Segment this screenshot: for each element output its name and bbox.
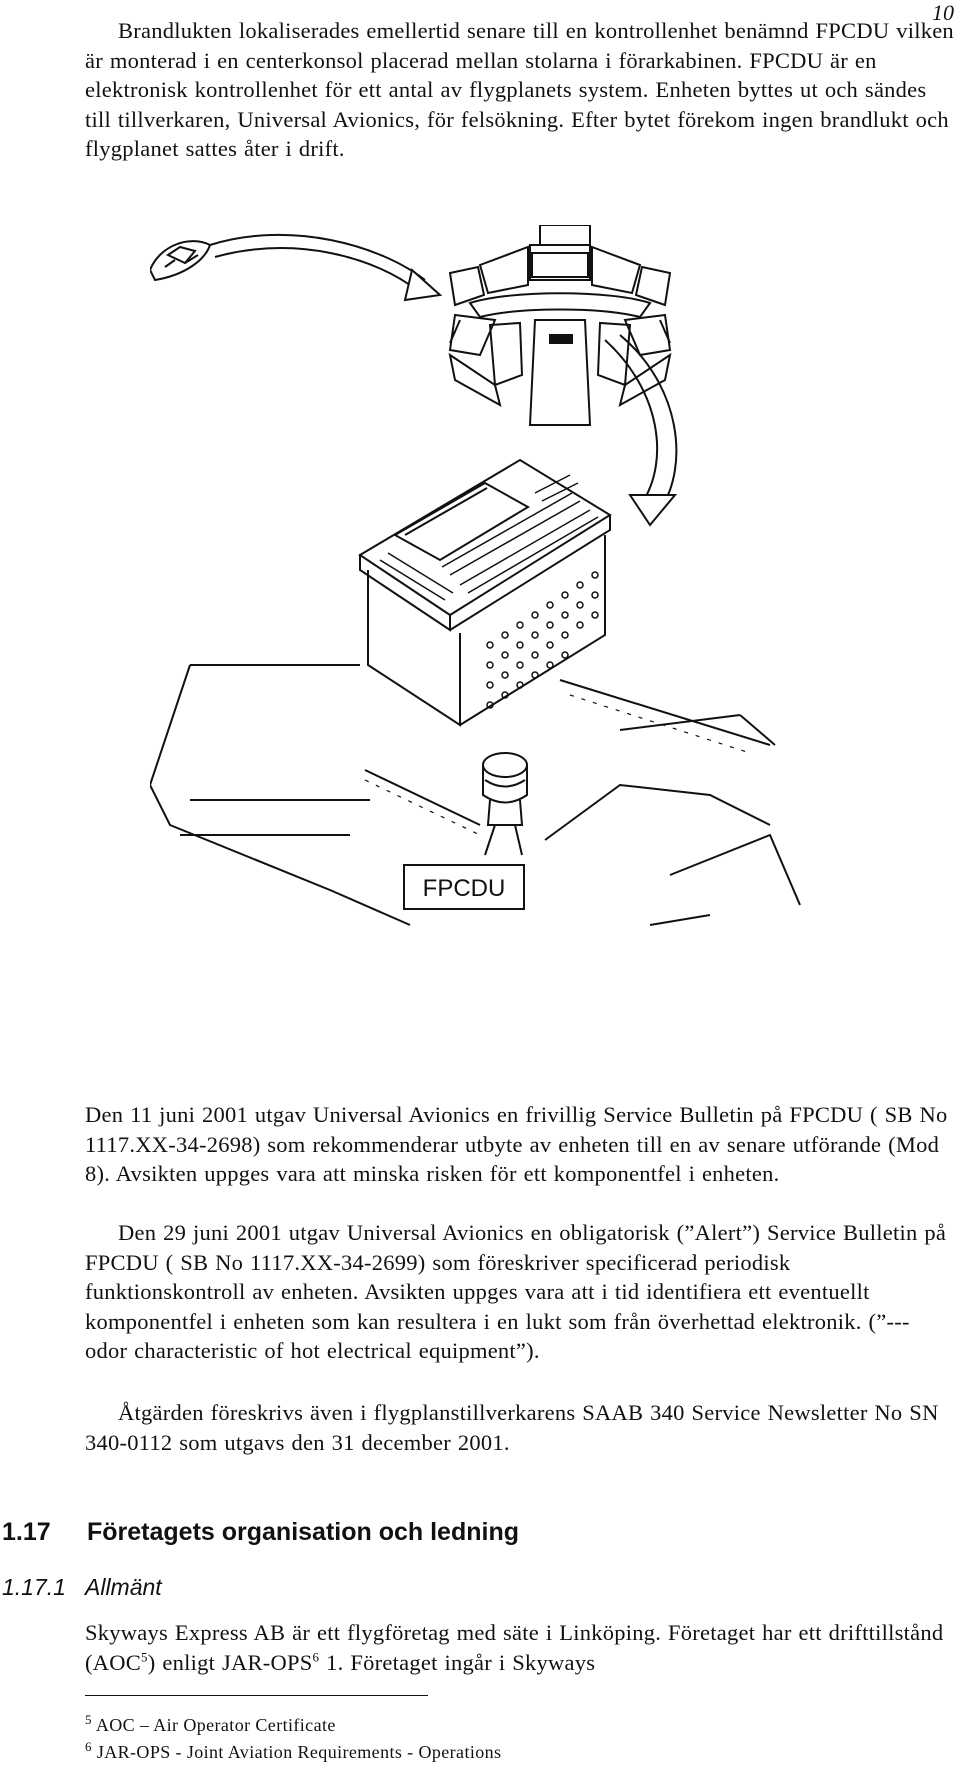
cockpit-overview [450,225,670,425]
footnote-6 [85,1741,501,1763]
footnote-ref-6[interactable]: 6 [312,1649,320,1664]
fpcdu-unit-illustration [360,460,610,725]
paragraph-fire-smell: Brandlukten lokaliserades emellertid senare till en kontrollenhet benämnd FPCDU vilken är monterad i en centerkonsol placerad mellan stolarna i förarkabinen. FPCDU är en elektronisk kontrollenhet för ett antal av flygplanets system. Enheten byttes ut och sändes till tillverkaren, Universal Avionics, för felsökning. Efter bytet förekom ingen brandlukt och flygplanet sattes åter i drift. [85,18,954,161]
section-heading [2,1518,519,1547]
footnote-text: AOC – Air Operator Certificate [95,1715,336,1735]
page-number: 10 [932,0,954,25]
footnote-divider [85,1695,428,1696]
paragraph-company-intro [85,1618,955,1677]
subsection-title: Allmänt [85,1574,162,1600]
paragraph-saab-newsletter: Åtgärden föreskrivs även i flygplanstillverkarens SAAB 340 Service Newsletter No SN 340-0112 som utgavs den 31 december 2001. [85,1400,939,1455]
aircraft-nose-icon [150,241,210,280]
text-run: 1. Företaget ingår i Skyways [319,1649,596,1675]
curved-arrow-right [605,335,676,525]
footnote-ref-5[interactable]: 5 [141,1649,148,1664]
fpcdu-location-figure [150,225,830,1030]
curved-arrow-top [210,235,440,300]
section-title: Företagets organisation och ledning [87,1518,519,1546]
text-run: ) enligt JAR-OPS [147,1649,313,1675]
subsection-heading [2,1574,162,1601]
footnote-mark: 6 [85,1739,92,1754]
footnote-5 [85,1714,336,1736]
text-run: Skyways Express AB är ett flygföretag med säte i Linköping. Företaget har ett drifttillstånd (AOC [85,1620,944,1675]
paragraph-service-bulletin-2: Den 29 juni 2001 utgav Universal Avionics en obligatorisk (”Alert”) Service Bulletin på FPCDU ( SB No 1117.XX-34-2699) som föreskriver specificerad periodisk funktionskontroll av enheten. Avsikten uppges vara att i tid identifiera ett eventuellt komponentfel i enheten som kan resultera i en lukt som från överhettad elektronik. (”--- odor characteristic of hot electrical equipment”). [85,1220,947,1363]
footnote-mark: 5 [85,1712,92,1727]
section-number: 1.17 [2,1518,51,1546]
paragraph-service-bulletin-1: Den 11 juni 2001 utgav Universal Avionics en frivillig Service Bulletin på FPCDU ( SB No 1117.XX-34-2698) som rekommenderar utbyte av enheten till en av senare utförande (Mod 8). Avsikten uppges vara att minska risken för ett komponentfel i enheten. [85,1102,948,1186]
fpcdu-label: FPCDU [422,875,506,902]
subsection-number: 1.17.1 [2,1574,66,1600]
connector-illustration [483,753,527,855]
footnote-text: JAR-OPS - Joint Aviation Requirements - Operations [96,1742,502,1762]
